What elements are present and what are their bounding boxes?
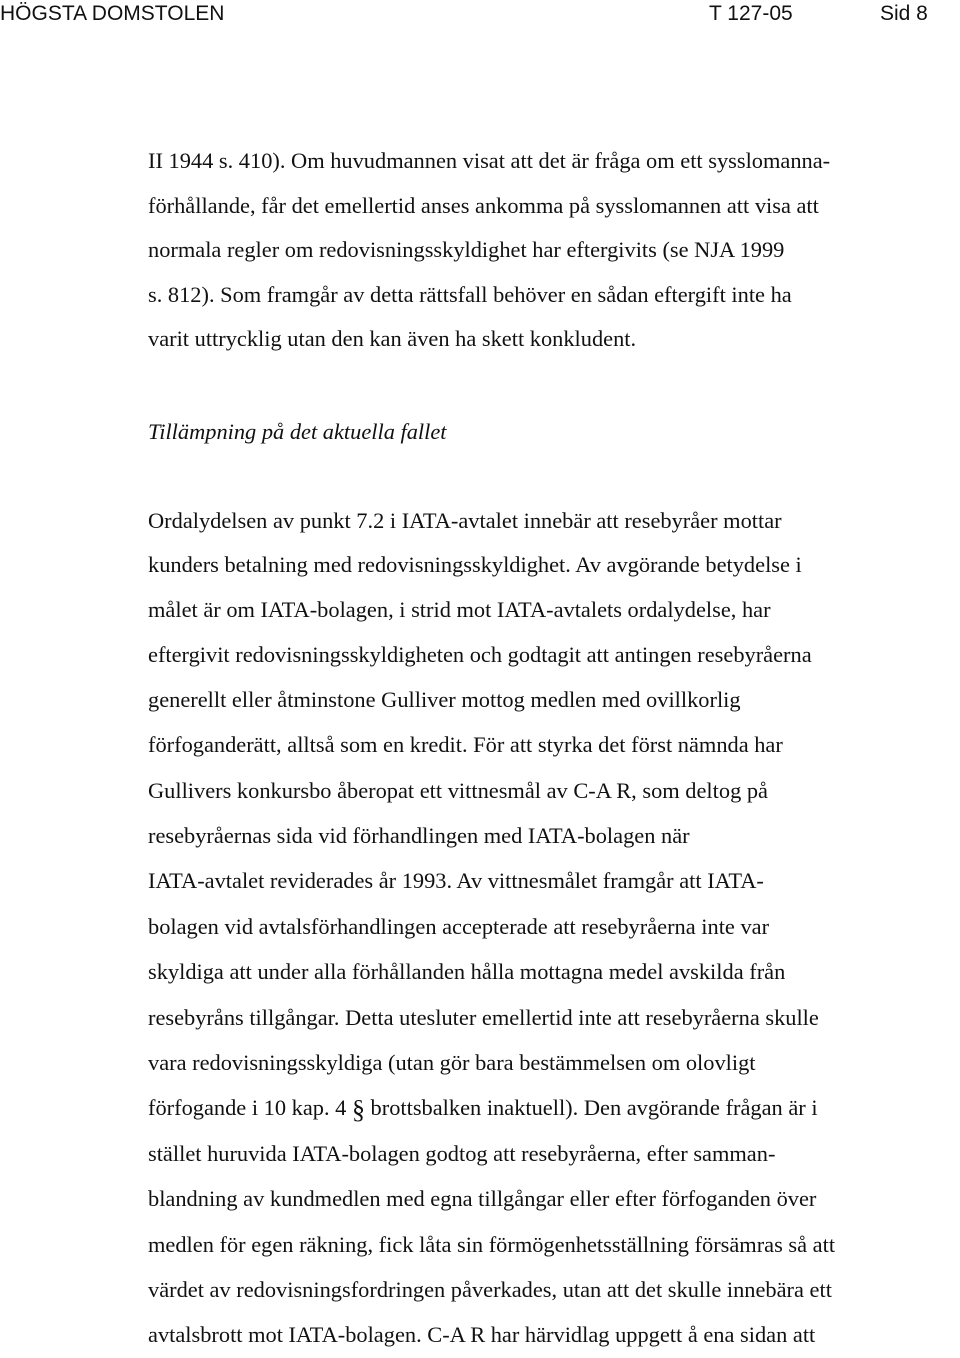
- paragraph2-line-7: Gullivers konkursbo åberopat ett vittnesmål av C-A R, som deltog på: [148, 778, 768, 803]
- paragraph2-line-9: IATA-avtalet reviderades år 1993. Av vittnesmålet framgår att IATA-: [148, 868, 764, 893]
- paragraph1-line-3: normala regler om redovisningsskyldighet har eftergivits (se NJA 1999: [148, 237, 785, 262]
- paragraph1-line-5: varit uttrycklig utan den kan även ha skett konkludent.: [148, 326, 637, 351]
- paragraph2-line-13: vara redovisningsskyldiga (utan gör bara bestämmelsen om olovligt: [148, 1050, 756, 1075]
- court-name: HÖGSTA DOMSTOLEN: [0, 2, 225, 25]
- line-kap-before: förfogande i 10 kap. 4: [148, 1095, 352, 1120]
- paragraph2-line-6: förfoganderätt, alltså som en kredit. För att styrka det först nämnda har: [148, 732, 783, 757]
- page-header: [0, 0, 960, 30]
- paragraph2-line-10: bolagen vid avtalsförhandlingen accepterade att resebyråerna inte var: [148, 914, 770, 939]
- section-heading: Tillämpning på det aktuella fallet: [148, 419, 447, 444]
- paragraph1-line-2: förhållande, får det emellertid anses ankomma på sysslomannen att visa att: [148, 193, 819, 218]
- line-kap-after: brottsbalken inaktuell). Den avgörande frågan är i: [364, 1095, 818, 1120]
- paragraph2-line-3: målet är om IATA-bolagen, i strid mot IATA-avtalets ordalydelse, har: [148, 597, 771, 622]
- paragraph2-line-11: skyldiga att under alla förhållanden hålla mottagna medel avskilda från: [148, 959, 786, 984]
- section-sign: §: [351, 1095, 365, 1124]
- paragraph2-line-2: kunders betalning med redovisningsskyldighet. Av avgörande betydelse i: [148, 552, 802, 577]
- paragraph2-line-8: resebyråernas sida vid förhandlingen med IATA-bolagen när: [148, 823, 690, 848]
- page-number: Sid 8: [880, 2, 928, 25]
- case-number: T 127-05: [709, 2, 793, 25]
- paragraph2-line-18: värdet av redovisningsfordringen påverkades, utan att det skulle innebära ett: [148, 1277, 832, 1302]
- paragraph2-line-12: resebyråns tillgångar. Detta utesluter emellertid inte att resebyråerna skulle: [148, 1005, 819, 1030]
- paragraph1-line-1: II 1944 s. 410). Om huvudmannen visat att det är fråga om ett sysslomanna-: [148, 148, 831, 173]
- paragraph2-line-5: generellt eller åtminstone Gulliver mottog medlen med ovillkorlig: [148, 687, 741, 712]
- paragraph2-line-19: avtalsbrott mot IATA-bolagen. C-A R har härvidlag uppgett å ena sidan att: [148, 1322, 816, 1347]
- paragraph2-line-17: medlen för egen räkning, fick låta sin förmögenhetsställning försämras så att: [148, 1232, 836, 1257]
- paragraph2-line-4: eftergivit redovisningsskyldigheten och godtagit att antingen resebyråerna: [148, 642, 812, 667]
- paragraph1-line-4: s. 812). Som framgår av detta rättsfall behöver en sådan eftergift inte ha: [148, 282, 792, 307]
- paragraph2-line-14: [148, 1093, 818, 1123]
- paragraph2-line-15: stället huruvida IATA-bolagen godtog att resebyråerna, efter samman-: [148, 1141, 776, 1166]
- paragraph2-line-16: blandning av kundmedlen med egna tillgångar eller efter förfoganden över: [148, 1186, 817, 1211]
- paragraph2-line-1: Ordalydelsen av punkt 7.2 i IATA-avtalet innebär att resebyråer mottar: [148, 508, 782, 533]
